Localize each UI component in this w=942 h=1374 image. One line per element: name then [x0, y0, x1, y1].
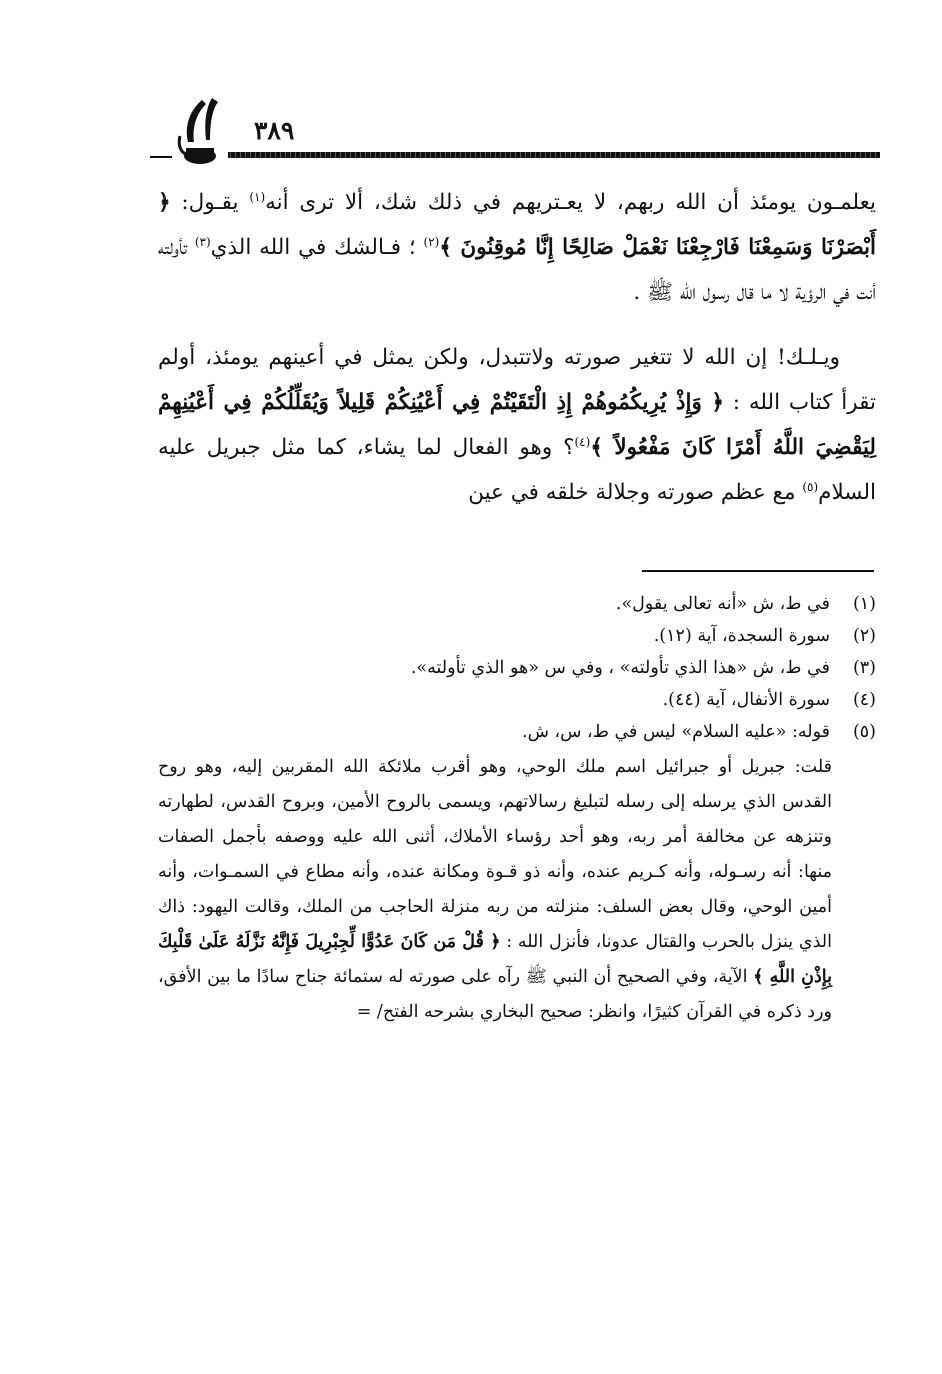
p2-text-2: ؟ وهو الفعال لما يشاء، كما مثل جبريل عليه السلام	[158, 435, 876, 505]
footnote-1	[158, 588, 876, 620]
footnote-number: (٤)	[852, 690, 876, 710]
header-rule-left	[150, 156, 172, 158]
footnote-number: (٢)	[852, 626, 876, 646]
header-rule	[228, 152, 880, 158]
footnotes	[158, 588, 876, 1030]
footnote-ref-3: (٣)	[194, 234, 211, 249]
footnote-text: في ط، ش «أنه تعالى يقول».	[615, 594, 830, 614]
commentary-text-1: قلت: جبريل أو جبرائيل اسم ملك الوحي، وهو أقرب ملائكة الله المقربين إليه، وهو روح القدس الذي يرسله إلى رسله لتبليغ رسالاتهم، ويسمى بالروح الأمين، وبروح القدس، لطهارته وتنزهه عن مخالفة أمر ربه، وهو أحد رؤساء الأملاك، أثنى الله عليه ووصفه بأجمل الصفات منها: أنه رسـوله، وأنه كـريم عنده، وأنه ذو قـوة ومكانة عنده، وأنه مطاع في السمـوات، وأنه أمين الوحي، وقال بعض السلف: منزلته من ربه منزلة الحاجب من الملك، وقالت اليهود: ذاك الذي ينزل بالحرب والقتال عدونا، فأنزل الله :	[158, 757, 832, 952]
footnote-5	[158, 716, 876, 748]
p2-text-3: مع عظم صورته وجلالة خلقه في عين	[468, 480, 803, 505]
footnote-separator	[642, 570, 874, 572]
footnote-text: سورة السجدة، آية (١٢).	[653, 626, 830, 646]
footnote-ref-5: (٥)	[802, 479, 819, 494]
footnote-text: سورة الأنفال، آية (٤٤).	[662, 690, 830, 710]
footnote-number: (١)	[852, 594, 876, 614]
p1-text-1: يعلمـون يومئذ أن الله ربهم، لا يعـتريهم في ذلك شك، ألا ترى أنه	[265, 190, 876, 215]
main-text	[158, 180, 876, 515]
page-header	[150, 96, 880, 168]
quran-verse-1: ﴿ أَبْصَرْنَا وَسَمِعْنَا فَارْجِعْنَا نَعْمَلْ صَالِحًا إِنَّا مُوقِنُونَ ﴾	[158, 190, 876, 260]
footnote-text: قوله: «عليه السلام» ليس في ط، س، ش.	[522, 722, 830, 742]
quran-verse-2: ﴿ وَإِذْ يُرِيكُمُوهُمْ إِذِ الْتَقَيْتُمْ فِي أَعْيُنِكُمْ قَلِيلاً وَيُقَلِّلُكُمْ فِي أَعْيُنِهِمْ لِيَقْضِيَ اللَّهُ أَمْرًا كَانَ مَفْعُولاً ﴾	[158, 390, 876, 460]
p1-text-2: يقـول:	[170, 190, 250, 215]
footnote-text: في ط، ش «هذا الذي تأولته» ، وفي س «هو الذي تأولته».	[410, 658, 830, 678]
footnote-3	[158, 652, 876, 684]
paragraph-2	[158, 335, 876, 515]
footnote-4	[158, 684, 876, 716]
p2-text-1: ويـلـك! إن الله لا تتغير صورته ولاتتبدل، ولكن يمثل في أعينهم يومئذ، أولم تقرأ كتاب الله :	[158, 345, 876, 415]
quill-inkwell-icon	[172, 96, 228, 166]
quran-verse-3: ﴿ قُلْ مَن كَانَ عَدُوًّا لِّجِبْرِيلَ فَإِنَّهُ نَزَّلَهُ عَلَىٰ قَلْبِكَ بِإِذْنِ اللَّهِ ﴾	[158, 932, 832, 987]
p1-text-4: تأولته أنت في الرؤية لا ما قال رسول الله ﷺ .	[158, 235, 876, 305]
commentary-text-2: الآية، وفي الصحيح أن النبي ﷺ رآه على صورته له ستمائة جناح سادًا ما بين الأفق، ورد ذكره في القرآن كثيرًا، وانظر: صحيح البخاري بشرحه الفتح/ =	[158, 967, 832, 1022]
p1-text-3: ؛ فـالشك في الله الذي	[210, 235, 424, 260]
footnote-5-commentary	[158, 750, 832, 1030]
footnote-number: (٥)	[852, 722, 876, 742]
footnote-ref-1: (١)	[249, 189, 266, 204]
footnote-ref-2: (٢)	[423, 234, 440, 249]
page-number: ٣٨٩	[254, 116, 295, 145]
paragraph-1	[158, 180, 876, 315]
footnote-ref-4: (٤)	[574, 434, 591, 449]
footnote-number: (٣)	[852, 658, 876, 678]
footnote-2	[158, 620, 876, 652]
